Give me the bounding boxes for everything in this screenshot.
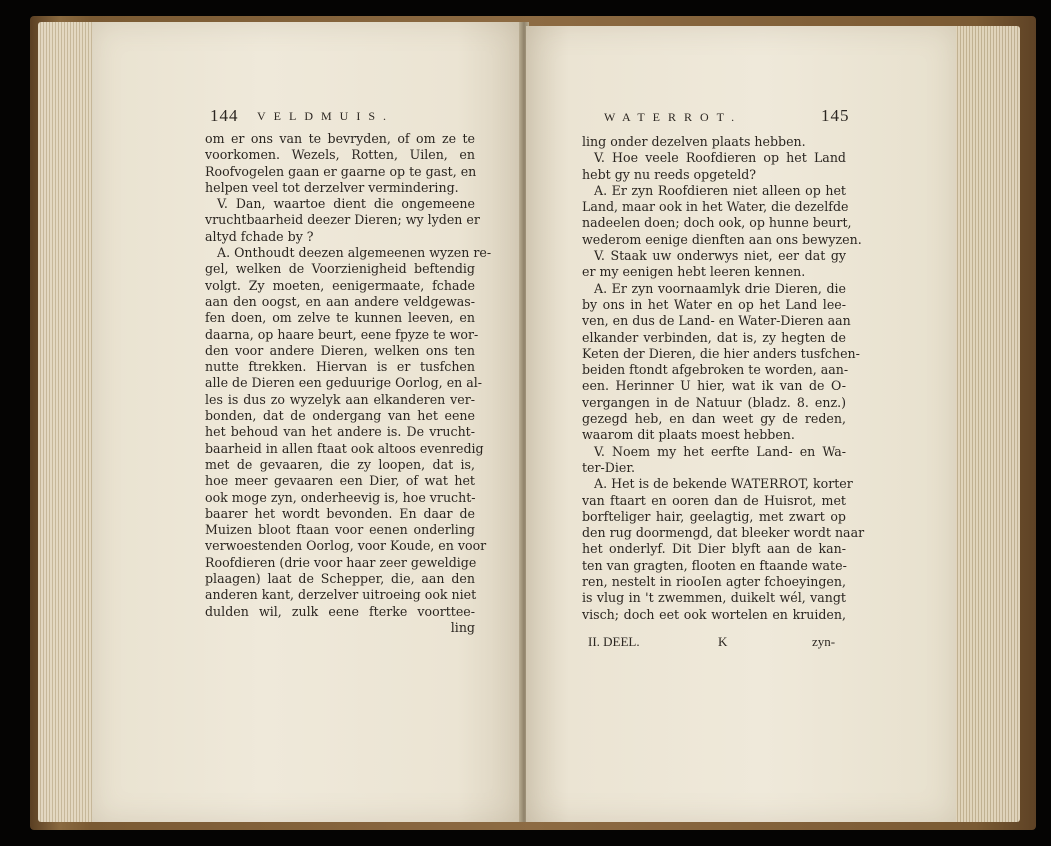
- text-line: helpen veel tot derzelver vermindering.: [205, 179, 459, 195]
- text-line: baarheid in allen ftaat ook altoos evenredig: [205, 440, 484, 456]
- text-line: vergangen in de Natuur (bladz. 8. enz.): [582, 394, 846, 410]
- text-line: V. Staak uw onderwys niet, eer dat gy: [594, 248, 846, 264]
- text-line: vruchtbaarheid deezer Dieren; wy lyden er: [205, 212, 480, 228]
- text-line: V. Hoe veele Roofdieren op het Land: [594, 150, 846, 166]
- text-line: A. Er zyn Roofdieren niet alleen op het: [594, 182, 846, 198]
- text-line: V. Noem my het eerfte Land- en Wa-: [594, 443, 846, 459]
- text-line: ren, nestelt in riooIen agter fchoeyingen,: [582, 574, 846, 590]
- text-line: altyd fchade by ?: [205, 228, 314, 244]
- text-line: dulden wil, zulk eene fterke voorttee-: [205, 603, 475, 619]
- left-page: [92, 22, 522, 822]
- text-line: er my eenigen hebt leeren kennen.: [582, 264, 806, 280]
- right-page-number: 145: [821, 106, 850, 125]
- text-line: den voor andere Dieren, welken ons ten: [205, 342, 475, 358]
- text-line: ven, en dus de Land- en Water-Dieren aan: [582, 313, 851, 329]
- text-line: Keten der Dieren, die hier anders tusfchen-: [582, 345, 860, 361]
- text-line: bonden, dat de ondergang van het eene: [205, 408, 475, 424]
- catchword: zyn-: [812, 634, 836, 649]
- right-page-body: [582, 134, 865, 623]
- text-line: gel, welken de Voorzienigheid beftendig: [205, 261, 475, 277]
- text-line: het behoud van het andere is. De vrucht-: [205, 424, 475, 440]
- signature-line: II. DEEL.: [588, 634, 640, 649]
- text-line: Roofdieren (drie voor haar zeer geweldige: [205, 554, 477, 570]
- text-line: nadeelen doen; doch ook, op hunne beurt,: [582, 215, 852, 231]
- text-line: is vlug in 't zwemmen, duikelt wél, vangt: [582, 590, 846, 606]
- text-line: fen doen, om zelve te kunnen leeven, en: [205, 310, 475, 326]
- text-line: beiden ftondt afgebroken te worden, aan-: [582, 362, 849, 378]
- text-line: gezegd heb, en dan weet gy de reden,: [582, 411, 846, 427]
- text-line: voorkomen. Wezels, Rotten, Uilen, en: [205, 147, 475, 163]
- catchword: ling: [450, 619, 475, 635]
- text-line: baarer het wordt bevonden. En daar de: [205, 505, 475, 521]
- text-line: ten van gragten, flooten en ftaande wate-: [582, 557, 847, 573]
- text-line: Roofvogelen gaan er gaarne op te gast, en: [205, 163, 477, 179]
- text-line: aan den oogst, en aan andere veldgewas-: [205, 293, 475, 309]
- text-line: om er ons van te bevryden, of om ze te: [205, 131, 475, 146]
- text-line: van ftaart en ooren dan de Huisrot, met: [582, 492, 846, 508]
- left-running-head: VELDMUIS.: [257, 109, 394, 123]
- text-line: daarna, op haare beurt, eene fpyze te wor-: [205, 326, 479, 342]
- text-line: anderen kant, derzelver uitroeing ook niet: [205, 587, 477, 603]
- text-line: Muizen bloot ftaan voor eenen onderling: [205, 522, 475, 538]
- signature-mark: K: [718, 634, 728, 649]
- text-line: het onderlyf. Dit Dier blyft aan de kan-: [582, 541, 846, 557]
- text-line: een. Herinner U hier, wat ik van de O-: [582, 378, 846, 394]
- text-line: ook moge zyn, onderheevig is, hoe vrucht-: [205, 489, 476, 505]
- text-line: nutte ftrekken. Hiervan is er tusfchen: [205, 359, 475, 375]
- text-line: waarom dit plaats moest hebben.: [582, 427, 795, 443]
- text-line: volgt. Zy moeten, eenigermaate, fchade: [205, 277, 475, 293]
- text-line: hebt gy nu reeds opgeteld?: [582, 166, 757, 182]
- text-line: A. Het is de bekende WATERROT, korter: [594, 476, 853, 492]
- text-line: by ons in het Water en op het Land lee-: [582, 296, 846, 312]
- page-edges-right: [952, 26, 1020, 822]
- text-line: hoe meer gevaaren een Dier, of wat het: [205, 473, 475, 489]
- text-line: alle de Dieren een geduurige Oorlog, en al-: [205, 375, 483, 391]
- right-running-head: WATERROT.: [604, 110, 743, 124]
- text-line: plaagen) laat de Schepper, die, aan den: [205, 571, 475, 587]
- left-page-body: [205, 131, 492, 636]
- text-line: ling onder dezelven plaats hebben.: [582, 134, 806, 149]
- text-line: A. Er zyn voornaamlyk drie Dieren, die: [594, 280, 846, 296]
- text-line: elkander verbinden, dat is, zy hegten de: [582, 329, 846, 345]
- text-line: verwoestenden Oorlog, voor Koude, en voor: [205, 538, 487, 554]
- text-line: ter-Dier.: [582, 459, 636, 475]
- text-line: A. Onthoudt deezen algemeenen wyzen re-: [217, 245, 492, 261]
- left-page-number: 144: [210, 106, 239, 125]
- right-page: [526, 26, 956, 822]
- text-line: met de gevaaren, die zy loopen, dat is,: [205, 456, 475, 472]
- text-line: V. Dan, waartoe dient die ongemeene: [217, 196, 475, 212]
- text-line: den rug doormengd, dat bleeker wordt naar: [582, 525, 865, 541]
- text-line: Land, maar ook in het Water, die dezelfde: [582, 199, 849, 215]
- text-line: wederom eenige dienften aan ons bewyzen.: [582, 231, 862, 247]
- text-line: les is dus zo wyzelyk aan elkanderen ver-: [205, 391, 475, 407]
- text-line: borfteliger hair, geelagtig, met zwart op: [582, 508, 846, 524]
- text-line: visch; doch eet ook wortelen en kruiden,: [582, 606, 846, 622]
